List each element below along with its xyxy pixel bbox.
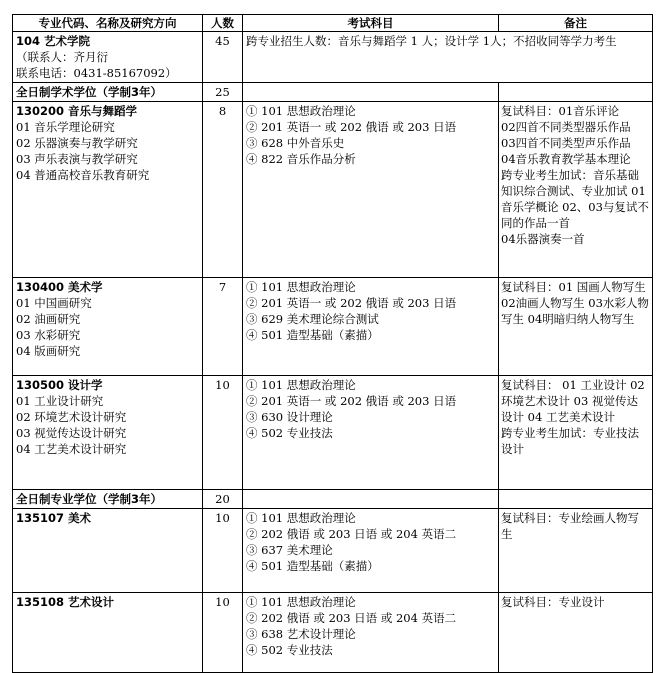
direction-item: 04 普通高校音乐教育研究: [16, 168, 150, 182]
program-row: [13, 593, 653, 673]
program-count: 10: [203, 376, 243, 490]
header-notes: 备注: [499, 15, 653, 32]
program-subjects: [243, 509, 499, 593]
section-professional-count: 20: [203, 490, 243, 509]
section-professional-label: 全日制专业学位（学制3年）: [13, 490, 203, 509]
program-name: 130200 音乐与舞蹈学: [16, 104, 138, 118]
note-item: 复试科目：专业设计: [501, 595, 605, 609]
program-info: [13, 278, 203, 376]
section-professional-row: [13, 490, 653, 509]
subject-item: ③ 637 美术理论: [246, 543, 333, 557]
college-contact: （联系人：齐月衍: [16, 50, 108, 64]
program-subjects: [243, 102, 499, 278]
subject-item: ③ 628 中外音乐史: [246, 136, 345, 150]
college-info: [13, 32, 203, 83]
program-subjects: [243, 593, 499, 673]
college-name: 104 艺术学院: [16, 34, 91, 48]
direction-item: 03 声乐表演与教学研究: [16, 152, 138, 166]
subject-item: ① 101 思想政治理论: [246, 378, 356, 392]
header-code-name: 专业代码、名称及研究方向: [13, 15, 203, 32]
subject-item: ① 101 思想政治理论: [246, 280, 356, 294]
header-count: 人数: [203, 15, 243, 32]
subject-item: ④ 502 专业技法: [246, 643, 333, 657]
note-item: 复试科目：01 国画人物写生 02油画人物写生 03水彩人物写生 04明暗归纳人物写生: [501, 280, 649, 326]
program-subjects: [243, 278, 499, 376]
program-row: [13, 376, 653, 490]
program-notes: [499, 593, 653, 673]
direction-item: 02 环境艺术设计研究: [16, 410, 127, 424]
section-academic-row: [13, 83, 653, 102]
college-row: [13, 32, 653, 83]
subject-item: ① 101 思想政治理论: [246, 595, 356, 609]
note-item: 04音乐教育教学基本理论: [501, 152, 631, 166]
program-row: [13, 278, 653, 376]
header-subjects: 考试科目: [243, 15, 499, 32]
college-phone: 联系电话：0431-85167092）: [16, 66, 177, 80]
direction-item: 02 乐器演奏与教学研究: [16, 136, 138, 150]
college-note: [243, 32, 653, 83]
header-row: [13, 15, 653, 32]
program-name: 135107 美术: [16, 511, 92, 525]
subject-item: ② 201 英语一 或 202 俄语 或 203 日语: [246, 120, 457, 134]
note-item: 跨专业考生加试：专业技法设计: [501, 426, 639, 456]
note-item: 03四首不同类型声乐作品: [501, 136, 631, 150]
direction-item: 03 视觉传达设计研究: [16, 426, 127, 440]
program-notes: [499, 376, 653, 490]
direction-item: 01 音乐学理论研究: [16, 120, 115, 134]
section-academic-count: 25: [203, 83, 243, 102]
note-item: 04乐器演奏一首: [501, 232, 585, 246]
direction-item: 04 版画研究: [16, 344, 81, 358]
note-item: 复试科目： 01 工业设计 02 环境艺术设计 03 视觉传达设计 04 工艺美术设计: [501, 378, 645, 424]
program-count: 8: [203, 102, 243, 278]
college-count: 45: [203, 32, 243, 83]
subject-item: ② 201 英语一 或 202 俄语 或 203 日语: [246, 296, 457, 310]
subject-item: ④ 501 造型基础（素描）: [246, 559, 379, 573]
subject-item: ① 101 思想政治理论: [246, 511, 356, 525]
admissions-table: [12, 14, 653, 673]
subject-item: ④ 501 造型基础（素描）: [246, 328, 379, 342]
program-name: 130400 美术学: [16, 280, 103, 294]
program-row: [13, 102, 653, 278]
program-info: [13, 593, 203, 673]
note-item: 02四首不同类型器乐作品: [501, 120, 631, 134]
subject-item: ② 201 英语一 或 202 俄语 或 203 日语: [246, 394, 457, 408]
note-item: 跨专业考生加试：音乐基础知识综合测试、专业加试 01音乐学概论 02、03与复试不同的作品一首: [501, 168, 649, 230]
program-info: [13, 102, 203, 278]
subject-item: ④ 822 音乐作品分析: [246, 152, 356, 166]
program-count: 10: [203, 593, 243, 673]
note-item: 复试科目：01音乐评论: [501, 104, 620, 118]
direction-item: 04 工艺美术设计研究: [16, 442, 127, 456]
section-academic-label: 全日制学术学位（学制3年）: [13, 83, 203, 102]
program-subjects: [243, 376, 499, 490]
subject-item: ③ 638 艺术设计理论: [246, 627, 356, 641]
direction-item: 01 工业设计研究: [16, 394, 104, 408]
program-notes: [499, 278, 653, 376]
program-info: [13, 376, 203, 490]
direction-item: 02 油画研究: [16, 312, 81, 326]
program-name: 135108 艺术设计: [16, 595, 115, 609]
subject-item: ① 101 思想政治理论: [246, 104, 356, 118]
program-name: 130500 设计学: [16, 378, 103, 392]
note-item: 复试科目：专业绘画人物写生: [501, 511, 639, 541]
program-notes: [499, 102, 653, 278]
program-notes: [499, 509, 653, 593]
subject-item: ④ 502 专业技法: [246, 426, 333, 440]
subject-item: ② 202 俄语 或 203 日语 或 204 英语二: [246, 611, 457, 625]
program-row: [13, 509, 653, 593]
college-note-text: 跨专业招生人数：音乐与舞蹈学 1 人；设计学 1人；不招收同等学力考生: [246, 34, 617, 48]
direction-item: 03 水彩研究: [16, 328, 81, 342]
subject-item: ③ 629 美术理论综合测试: [246, 312, 379, 326]
subject-item: ③ 630 设计理论: [246, 410, 333, 424]
program-count: 7: [203, 278, 243, 376]
program-info: [13, 509, 203, 593]
program-count: 10: [203, 509, 243, 593]
direction-item: 01 中国画研究: [16, 296, 92, 310]
subject-item: ② 202 俄语 或 203 日语 或 204 英语二: [246, 527, 457, 541]
